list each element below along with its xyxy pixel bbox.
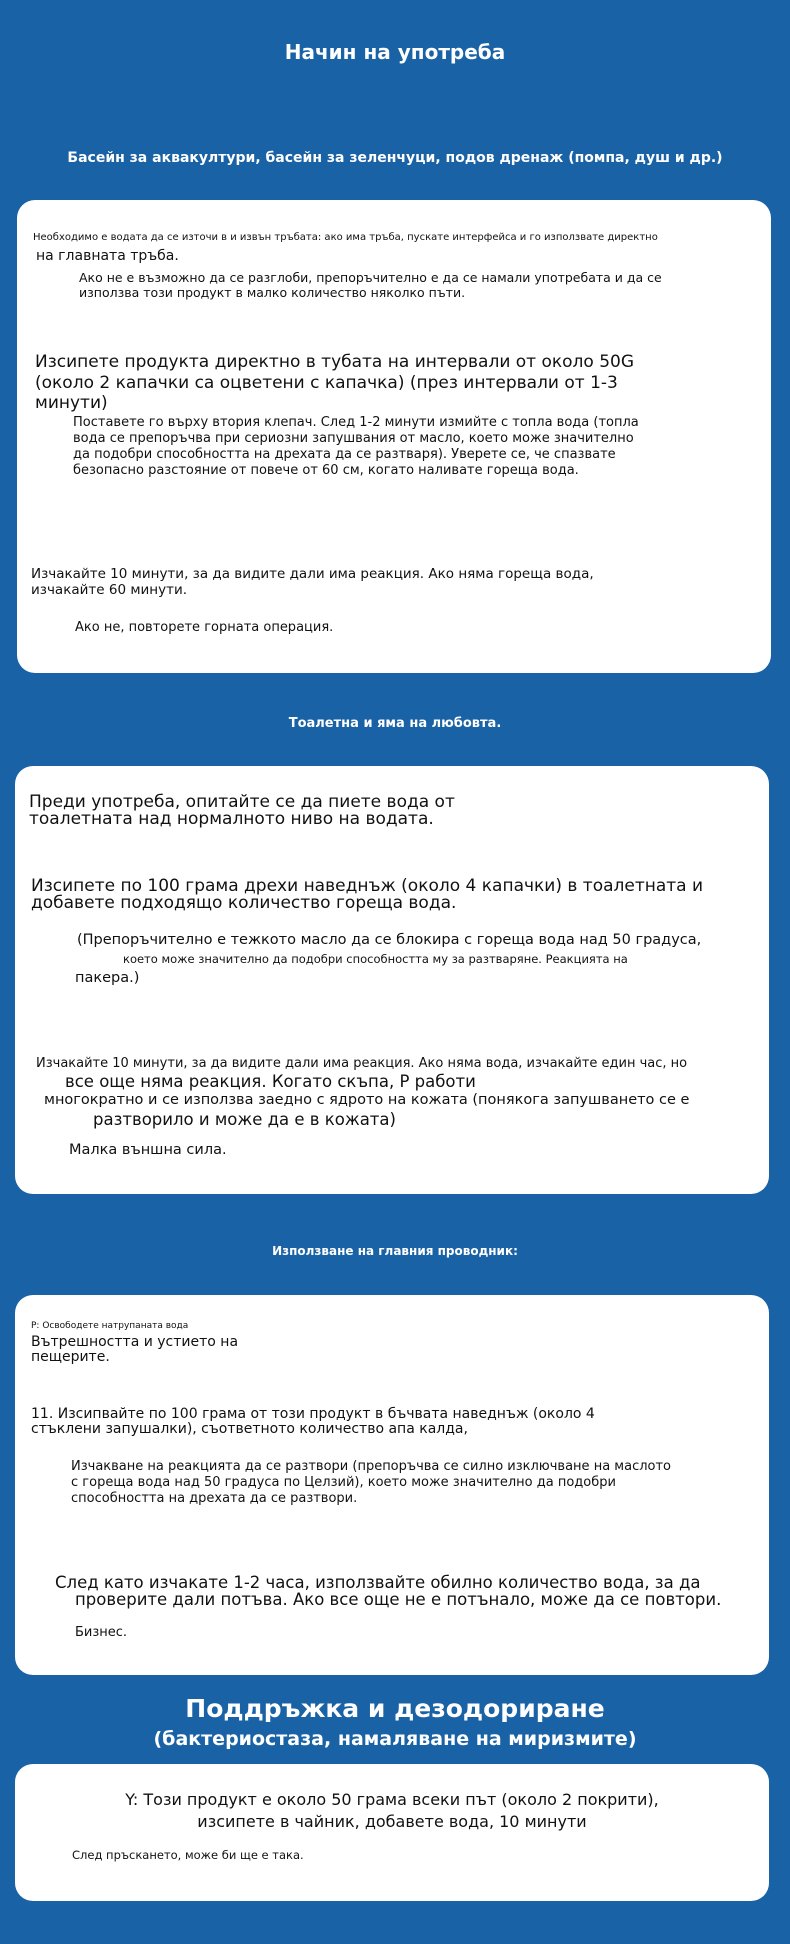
deodorizing-instructions-card	[15, 1764, 769, 1901]
main-line-step-5a: След като изчакате 1-2 часа, използвайте обилно количество вода, за да	[55, 1573, 701, 1592]
drainage-step-3: Изсипете продукта директно в тубата на интервали от около 50G (около 2 капачки са оцветени с капачка) (през интервали от 1-3 минути)	[35, 352, 635, 414]
toilet-step-5: Малка външна сила.	[69, 1142, 227, 1158]
section-heading-deodorizing: Поддръжка и дезодориране	[185, 1694, 605, 1723]
section-heading-main-line: Използване на главния проводник:	[272, 1244, 518, 1258]
toilet-step-3b: което може значително да подобри способността му за разтваряне. Реакцията на	[123, 952, 628, 966]
main-line-step-2: Вътрешността и устието на пещерите.	[31, 1334, 239, 1365]
deodorizing-step-1a: Y: Този продукт е около 50 грама всеки път (около 2 покрити),	[125, 1790, 659, 1809]
section-heading-toilet: Тоалетна и яма на любовта.	[288, 716, 502, 731]
toilet-step-3c: пакера.)	[75, 970, 140, 986]
toilet-instructions-card	[15, 766, 769, 1194]
toilet-step-4a: Изчакайте 10 минути, за да видите дали има реакция. Ако няма вода, изчакайте един час, но	[36, 1056, 688, 1071]
toilet-step-4c: многократно и се използва заедно с ядрото на кожата (понякога запушването се е	[44, 1092, 690, 1108]
main-line-step-6: Бизнес.	[75, 1625, 128, 1640]
main-line-instructions-card	[15, 1295, 769, 1675]
deodorizing-step-1b: изсипете в чайник, добавете вода, 10 минути	[197, 1812, 587, 1831]
drainage-step-5: Изчакайте 10 минути, за да видите дали има реакция. Ако няма гореща вода, изчакайте 60 минути.	[31, 566, 594, 599]
toilet-step-4b: все още няма реакция. Когато скъпа, P работи	[65, 1072, 476, 1091]
drainage-step-6: Ако не, повторете горната операция.	[75, 620, 334, 635]
drainage-instructions-card	[17, 200, 771, 673]
toilet-step-4d: разтворило и може да е в кожата)	[93, 1110, 396, 1129]
main-line-step-5b: проверите дали потъва. Ако все още не е потънало, може да се повтори.	[75, 1590, 722, 1609]
drainage-step-4: Поставете го върху втория клепач. След 1-2 минути измийте с топла вода (топла вода се препоръчва при сериозни запушвания от масло, което може значително да подобри способността на дрехата да се разтваря). Уверете се, че спазвате безопасно разстояние от повече от 60 см, когато наливате гореща вода.	[73, 415, 639, 478]
toilet-step-3a: (Препоръчително е тежкото масло да се блокира с гореща вода над 50 градуса,	[77, 932, 702, 948]
main-line-step-1: P: Освободете натрупаната вода	[31, 1321, 189, 1331]
drainage-step-2: Ако не е възможно да се разглоби, препоръчително е да се намали употребата и да се използва този продукт в малко количество няколко пъти.	[79, 270, 662, 301]
toilet-step-2: Изсипете по 100 грама дрехи наведнъж (около 4 капачки) в тоалетната и добавете подходящо количество гореща вода.	[31, 876, 704, 913]
toilet-step-1: Преди употреба, опитайте се да пиете вода от тоалетната над нормалното ниво на водата.	[29, 792, 455, 829]
main-line-step-4: Изчакване на реакцията да се разтвори (препоръчва се силно изключване на маслото с гореща вода над 50 градуса по Целзий), което може значително да подобри способността на дрехата да се разтвори.	[71, 1459, 671, 1506]
section-subheading-deodorizing: (бактериостаза, намаляване на миризмите)	[153, 1728, 637, 1750]
main-line-step-3: 11. Изсипвайте по 100 грама от този продукт в бъчвата наведнъж (около 4 стъклени запушалки), съответното количество апа калда,	[31, 1406, 595, 1437]
drainage-step-1b: на главната тръба.	[36, 248, 179, 264]
page-title: Начин на употреба	[284, 40, 506, 64]
section-heading-drainage: Басейн за аквакултури, басейн за зеленчуци, подов дренаж (помпа, душ и др.)	[67, 150, 723, 166]
deodorizing-step-2: След пръскането, може би ще е така.	[72, 1848, 304, 1862]
drainage-step-1a: Необходимо е водата да се източи в и извън тръбата: ако има тръба, пускате интерфейса и го използвате директно	[33, 232, 658, 243]
